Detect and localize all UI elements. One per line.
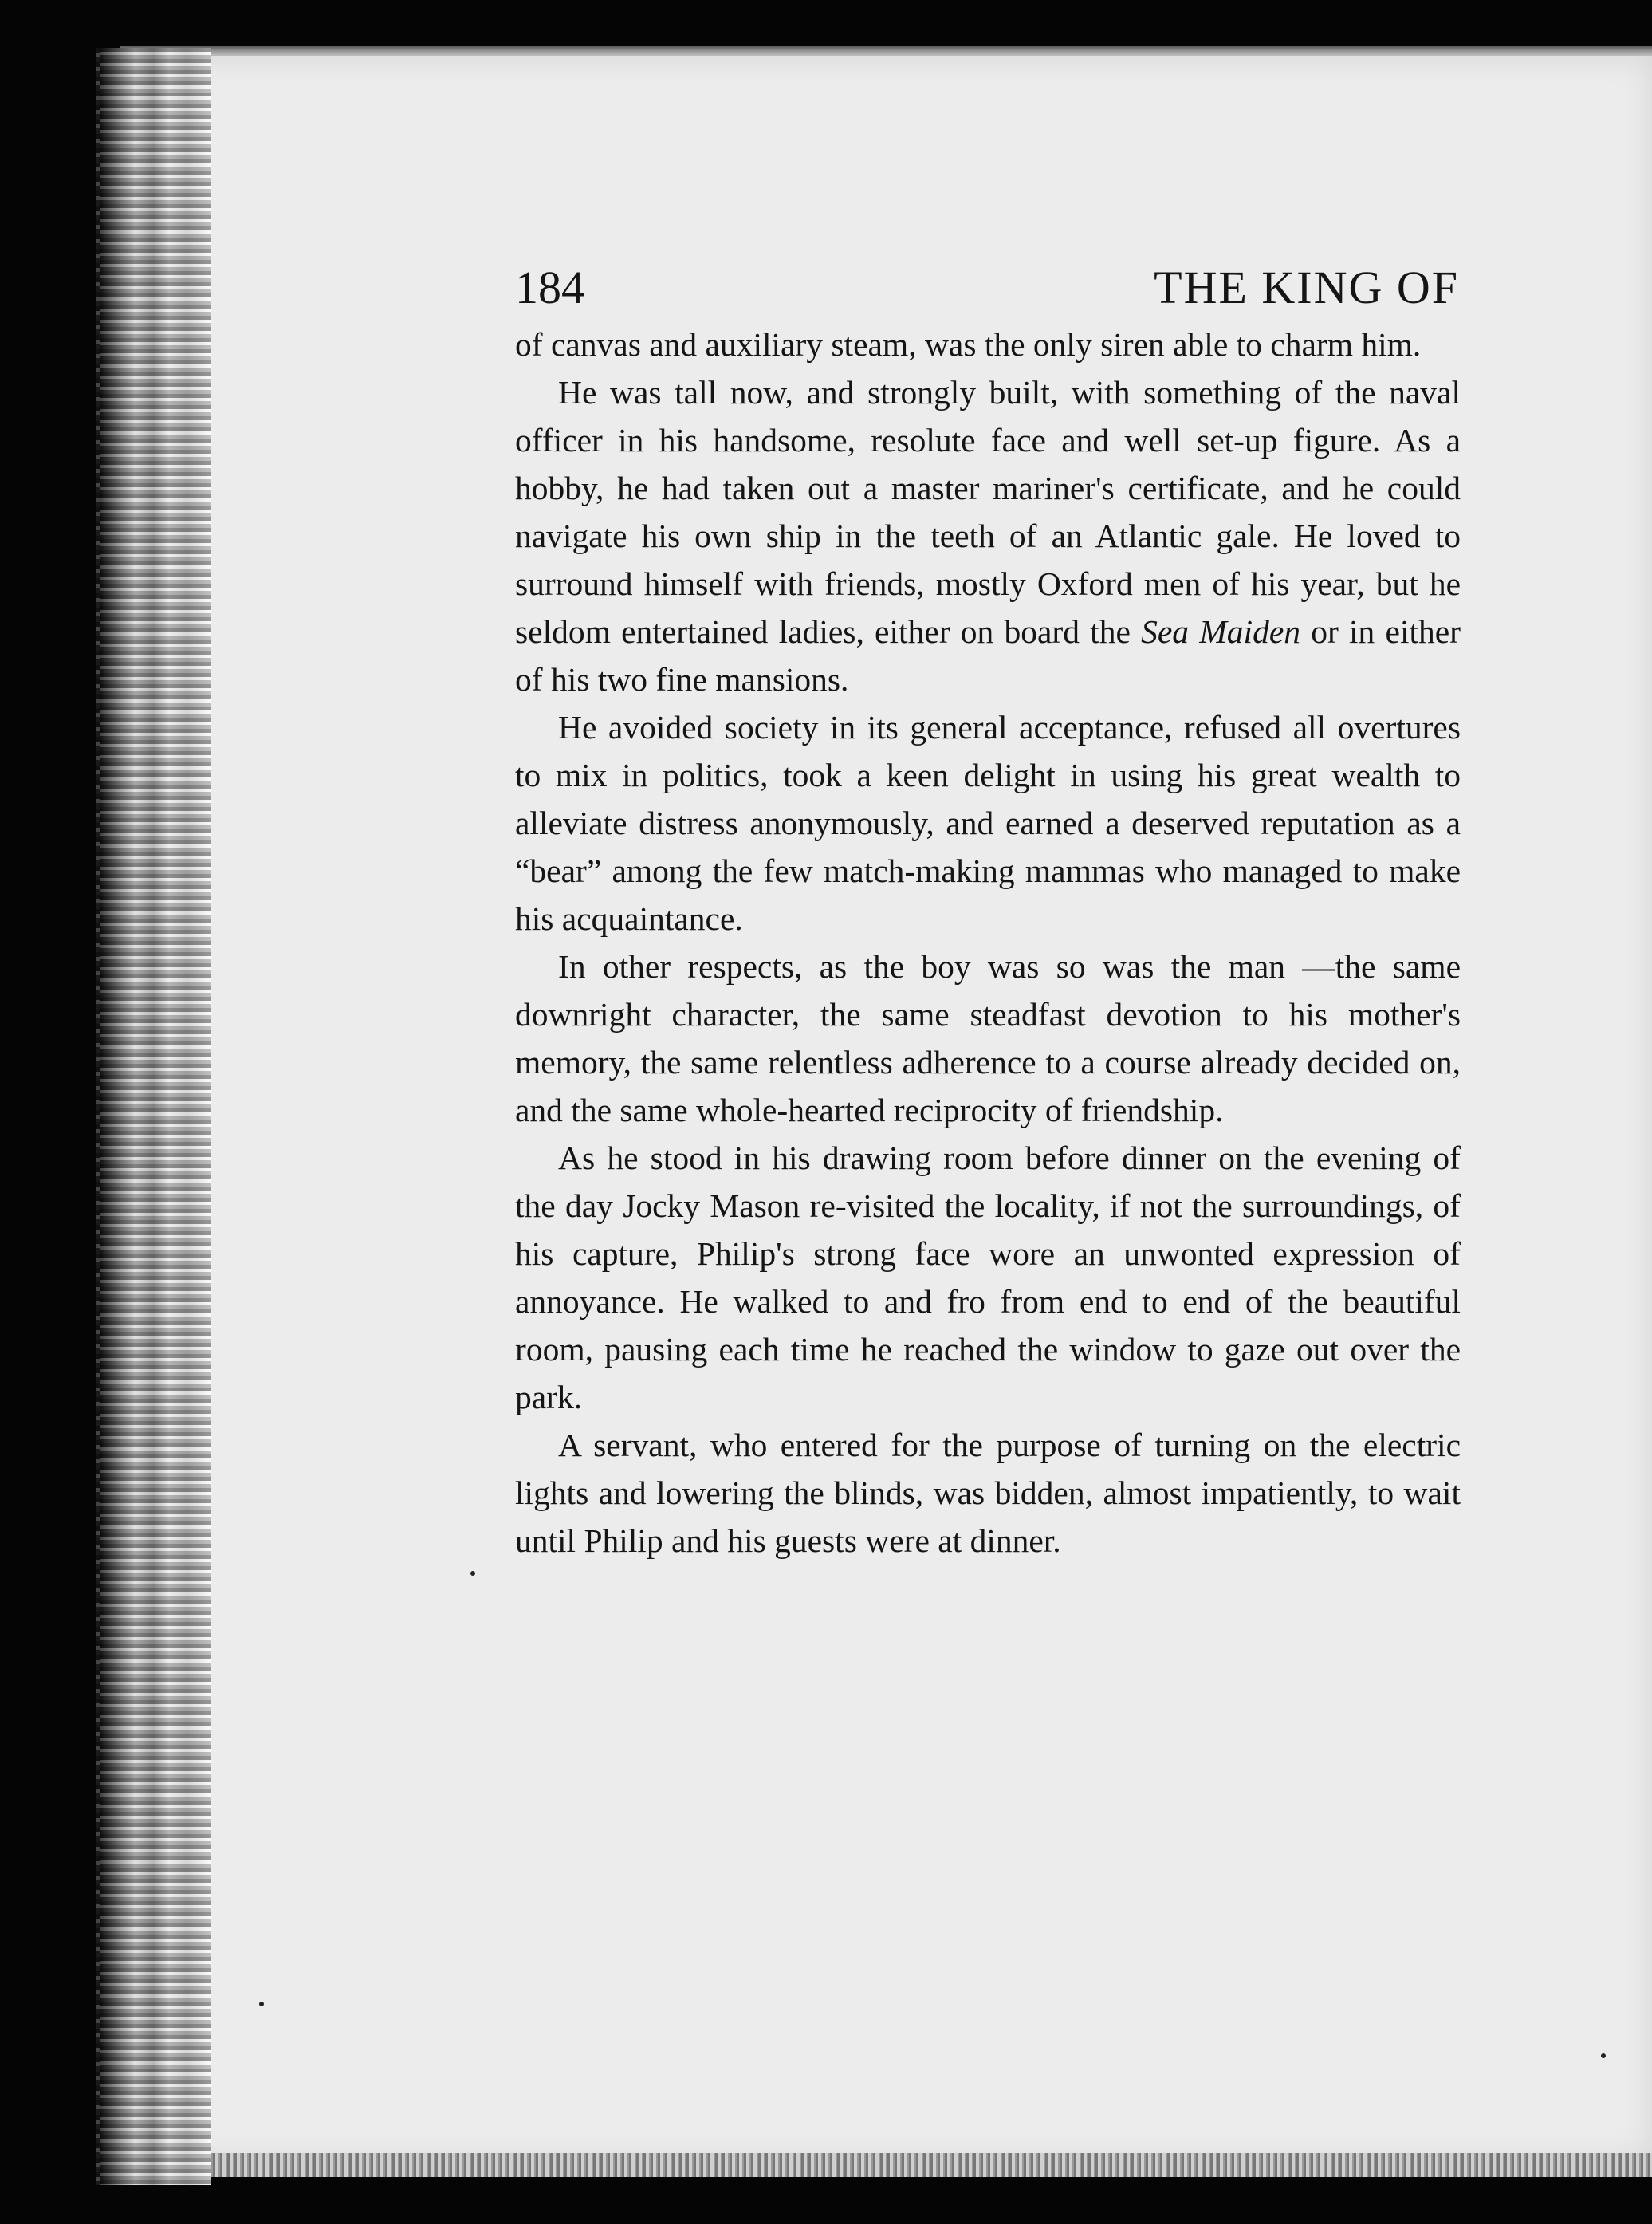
paragraph: He avoided society in its general acceptance, refused all overtures to mix in politics, took a keen delight in using his great wealth to alleviate distress anonymously, and earned a deserved reputation as a “bear” among the few match-making mammas who managed to make his acquaintance. [515,709,1461,937]
page-bottom-edge [120,2153,1652,2177]
paragraph [515,368,1461,703]
speck [259,2002,264,2006]
speck [470,1571,475,1576]
paragraph-text: or in either of his two fine mansions. [515,613,1461,698]
page-number: 184 [515,262,584,313]
paragraph: In other respects, as the boy was so was the man —the same downright character, the same steadfast devotion to his mother's memory, the same relentless adherence to a course already decided on, and the same whole-hearted reciprocity of friendship. [515,948,1461,1128]
paragraph-text: He was tall now, and strongly built, with something of the naval officer in his handsome, resolute face and well set-up figure. As a hobby, he had taken out a master mariner's certificate, and he could navigate his own ship in the teeth of an Atlantic gale. He loved to surround himself with friends, mostly Oxford men of his year, but he seldom entertained ladies, either on board the [515,374,1461,650]
body-text [515,321,1461,1565]
paragraph: of canvas and auxiliary steam, was the only siren able to charm him. [515,326,1422,363]
ship-name: Sea Maiden [1141,613,1301,650]
book-spine [100,48,211,2185]
running-head: THE KING OF [1154,262,1459,313]
speck [1601,2053,1606,2058]
page-header [515,257,1461,319]
page-content [515,257,1461,1565]
paragraph: As he stood in his drawing room before dinner on the evening of the day Jocky Mason re-visited the locality, if not the surroundings, of his capture, Philip's strong face wore an unwonted expression of annoyance. He walked to and fro from end to end of the beautiful room, pausing each time he reached the window to gaze out over the park. [515,1140,1461,1415]
paragraph: A servant, who entered for the purpose of turning on the electric lights and lowering the blinds, was bidden, almost impatiently, to wait until Philip and his guests were at dinner. [515,1427,1461,1559]
